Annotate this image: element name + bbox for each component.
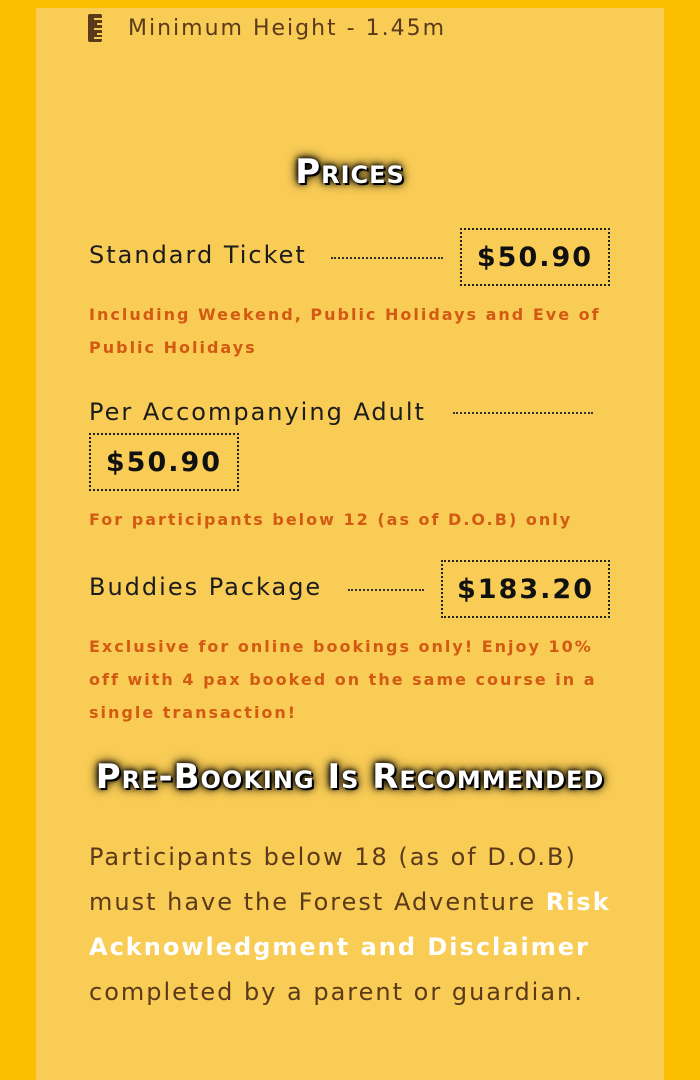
buddies-price: $183.20 [441, 560, 610, 618]
prebooking-heading: Pre-Booking Is Recommended [95, 757, 605, 797]
buddies-label: Buddies Package [89, 573, 323, 601]
minimum-height-row [88, 14, 446, 42]
dotted-leader [348, 589, 424, 591]
minimum-height-text: Minimum Height - 1.45m [128, 15, 447, 41]
prebooking-paragraph [89, 835, 629, 1015]
standard-ticket-label: Standard Ticket [89, 241, 307, 269]
disclaimer-link[interactable]: Risk Acknowledgment and Disclaimer [89, 888, 611, 961]
adult-note: For participants below 12 (as of D.O.B) only [89, 510, 573, 529]
standard-ticket-price: $50.90 [460, 228, 610, 286]
buddies-note: Exclusive for online bookings only! Enjoy 10% off with 4 pax booked on the same course in a single transaction! [89, 637, 597, 722]
adult-price: $50.90 [89, 433, 239, 491]
standard-ticket-note: Including Weekend, Public Holidays and Eve of Public Holidays [89, 305, 601, 357]
dotted-leader [331, 257, 443, 259]
prebooking-text-after: completed by a parent or guardian. [89, 978, 584, 1006]
prebooking-text-before: Participants below 18 (as of D.O.B) must have the Forest Adventure [89, 843, 577, 916]
ruler-icon [88, 14, 102, 42]
prices-heading: Prices [295, 152, 405, 192]
dotted-leader [453, 412, 593, 414]
adult-label: Per Accompanying Adult [89, 398, 426, 426]
